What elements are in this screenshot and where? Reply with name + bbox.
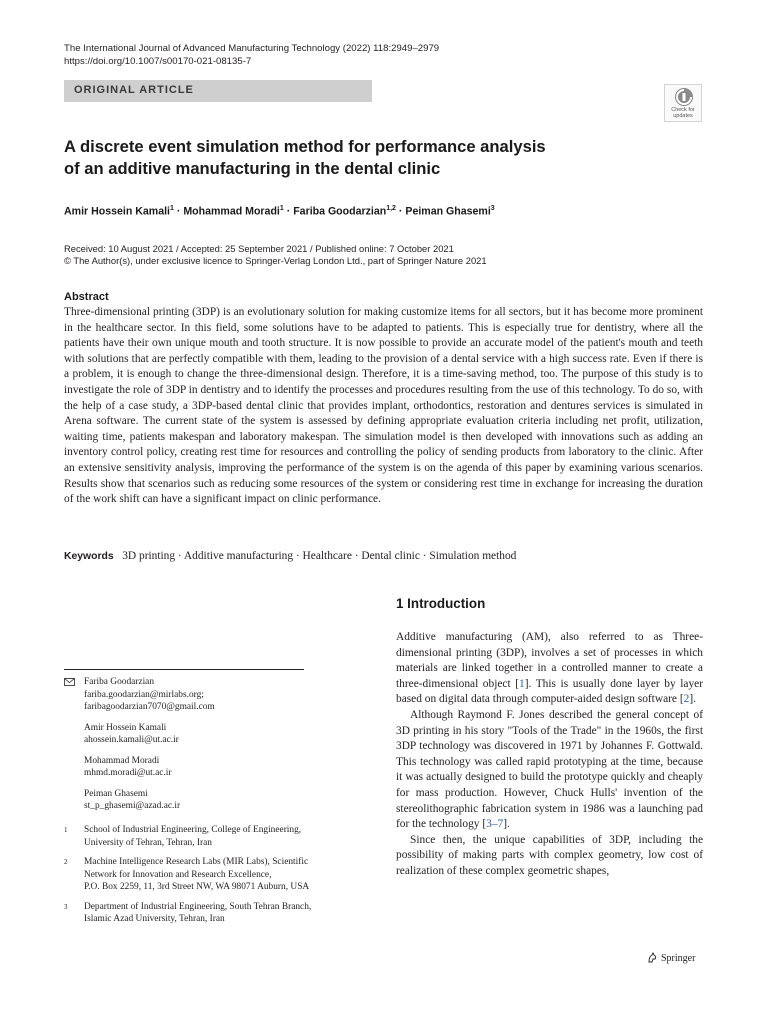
correspondence-entry (64, 676, 354, 714)
keywords-text: 3D printing · Additive manufacturing · Healthcare · Dental clinic · Simulation method (122, 550, 517, 562)
keywords-row (64, 550, 516, 562)
author-separator: · (398, 205, 406, 218)
check-for-updates-badge[interactable] (664, 84, 702, 122)
correspondence-name: Fariba Goodarzian (84, 677, 155, 687)
article-title (64, 136, 624, 180)
abstract-heading: Abstract (64, 291, 109, 303)
email-link[interactable]: mhmd.moradi@ut.ac.ir (84, 768, 172, 778)
correspondence-name: Amir Hossein Kamali (84, 722, 167, 733)
paragraph: Although Raymond F. Jones described the general concept of 3D printing in his story "Tools of the Trade" in the 1960s, the first 3DP technology was discovered in 1971 by Johannes F. Gottwald. This technology was called rapid prototyping at the time, because it was actually designed to build the prototype quickly and cheaply for mass production. However, Chuck Hulls' invention of the stereolithographic fabrication system in 1986 was a launching pad for the technology [3–7]. (396, 708, 703, 831)
publisher-logo (647, 952, 695, 964)
author-separator: · (286, 205, 294, 218)
email-link[interactable]: fariba.goodarzian@mirlabs.org; (84, 689, 204, 700)
author-list (64, 205, 495, 218)
introduction-body (396, 630, 703, 880)
footnote-divider (64, 669, 304, 670)
affiliation-entry: 3 Department of Industrial Engineering, South Tehran Branch, Islamic Azad University, Tehran, Iran (64, 901, 312, 924)
author-affiliation-mark: 1,2 (386, 205, 396, 212)
email-link[interactable]: faribagoodarzian7070@gmail.com (84, 702, 215, 712)
email-link[interactable]: ahossein.kamali@ut.ac.ir (84, 735, 179, 745)
journal-citation: The International Journal of Advanced Manufacturing Technology (2022) 118:2949–2979 (64, 43, 440, 54)
article-title-line-1: A discrete event simulation method for performance analysis (64, 137, 546, 156)
section-heading-introduction: 1 Introduction (396, 596, 486, 611)
correspondence-entry (64, 755, 354, 780)
correspondence-entry (64, 788, 354, 813)
correspondence-name: Peiman Ghasemi (84, 788, 148, 799)
citation-link[interactable]: 1 (519, 677, 525, 690)
correspondence-entry (64, 722, 354, 747)
correspondence-block (64, 676, 354, 813)
affiliation-number: 3 (64, 902, 68, 911)
envelope-icon (64, 678, 75, 686)
author-name[interactable]: Mohammad Moradi (183, 205, 280, 218)
springer-horse-icon (647, 952, 658, 963)
paragraph: Additive manufacturing (AM), also referred to as Three-dimensional printing (3DP), involves a set of processes in which materials are linked together in a controlled manner to create a three-dimensional object [1]. This is usually done layer by layer based on digital data through computer-aided design software [2]. (396, 631, 703, 706)
affiliation-number: 1 (64, 826, 68, 834)
keywords-label: Keywords (64, 551, 114, 562)
email-link[interactable]: st_p_ghasemi@azad.ac.ir (84, 801, 181, 811)
author-name[interactable]: Peiman Ghasemi (405, 205, 491, 218)
author-separator: · (176, 205, 184, 218)
publisher-name: Springer (661, 953, 696, 964)
author-affiliation-mark: 1 (279, 205, 284, 212)
check-for-updates-icon (674, 87, 694, 107)
copyright-notice: © The Author(s), under exclusive licence to Springer-Verlag London Ltd., part of Springer Nature 2021 (64, 255, 487, 266)
paragraph: Since then, the unique capabilities of 3DP, including the possibility of making parts with complex geometry, low cost of realization of these complex geometric shapes, (396, 833, 703, 877)
author-name[interactable]: Amir Hossein Kamali (64, 205, 170, 218)
affiliation-entry: 2 Machine Intelligence Research Labs (MIR Labs), Scientific Network for Innovation and Research Excellence, P.O. Box 2259, 11, 3rd Street NW, WA 98071 Auburn, USA (64, 857, 310, 892)
correspondence-name: Mohammad Moradi (84, 755, 160, 766)
author-name[interactable]: Fariba Goodarzian (293, 205, 387, 218)
check-for-updates-label: Check for updates (671, 107, 695, 119)
abstract-body: Three-dimensional printing (3DP) is an evolutionary solution for making customize items for all sectors, but it has become more prominent in the healthcare sector. In this field, some solutions have to be adapted to patients. This is especially true for dentistry, where all the patients have their own unique mouth and tooth structure. It is now possible to provide an accurate model of the patient's mouth and teeth with solutions that are perfectly compatible with them, leading to the provision of a dental service with a high success rate. Even if there is a problem, it is enough to change the three-dimensional design. Therefore, it is a time-saving method, too. The purpose of this study is to investigate the role of 3DP in dentistry and to identify the processes and procedures resulting from the use of this technology. To do so, with the help of a case study, a 3DP-based dental clinic that provides implant, orthodontics, restoration and dentures services is simulated in Arena software. The current state of the system is assessed by defining appropriate evaluation criteria including net profit, utilization, waiting time, patients makespan and laboratory makespan. The simulation model is then developed with innovations such as adding an inventory control policy, creating rest time for resources and controlling the policy of sending products from laboratory to the clinic. After an extensive sensitivity analysis, improving the performance of the system is on the agenda of this paper by examining various scenarios. Results show that scenarios such as reducing some resources of the system or considering rest time in exchange for increasing the duration of the work shift can have a significant impact on clinic performance. (64, 306, 703, 506)
citation-link[interactable]: 2 (683, 693, 690, 706)
affiliation-number: 2 (64, 858, 68, 866)
article-type-label: ORIGINAL ARTICLE (74, 84, 194, 96)
article-dates: Received: 10 August 2021 / Accepted: 25 September 2021 / Published online: 7 October 2021 (64, 243, 454, 254)
affiliation-entry: 1 School of Industrial Engineering, College of Engineering, University of Tehran, Tehran, Iran (64, 825, 302, 848)
citation-link[interactable]: 3–7 (486, 818, 504, 831)
author-affiliation-mark: 1 (169, 205, 174, 212)
doi-link[interactable]: https://doi.org/10.1007/s00170-021-08135-7 (64, 56, 252, 67)
article-type-bar (64, 80, 372, 102)
article-title-line-2: of an additive manufacturing in the dental clinic (64, 159, 441, 178)
affiliations-block (64, 824, 364, 933)
author-affiliation-mark: 3 (490, 205, 495, 212)
